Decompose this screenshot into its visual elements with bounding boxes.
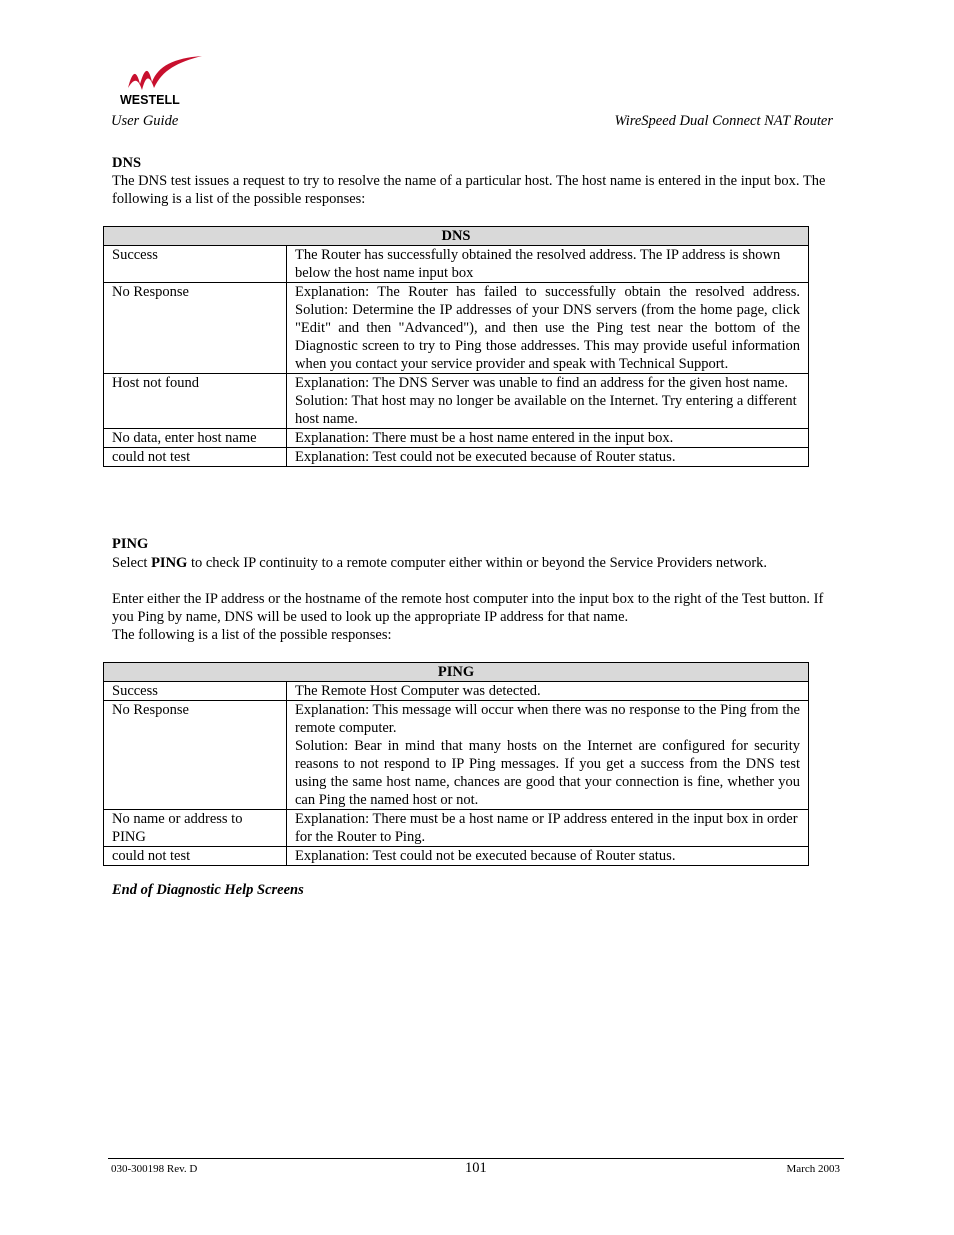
table-row: [104, 246, 809, 283]
ping-keyword: PING: [151, 555, 188, 571]
response-solution: Solution: That host may no longer be available on the Internet. Try entering a different host name.: [295, 393, 797, 427]
table-row: [104, 682, 809, 701]
dns-intro: The DNS test issues a request to try to resolve the name of a particular host. The host name is entered in the input box. The following is a list of the possible responses:: [112, 173, 826, 207]
footer-divider: [108, 1158, 844, 1159]
response-description: The Router has successfully obtained the resolved address. The IP address is shown below the host name input box: [287, 246, 809, 283]
table-row: [104, 701, 809, 810]
table-header-row: [104, 227, 809, 246]
response-description: The Remote Host Computer was detected.: [287, 682, 809, 701]
end-of-section-note: End of Diagnostic Help Screens: [112, 882, 304, 898]
response-label: Host not found: [104, 374, 287, 429]
response-explanation: Explanation: The DNS Server was unable to find an address for the given host name.: [295, 375, 789, 391]
header-doc-type: User Guide: [111, 113, 179, 129]
footer-date: March 2003: [786, 1163, 840, 1175]
ping-instructions: Enter either the IP address or the hostname of the remote host computer into the input box to the right of the Test button. If you Ping by name, DNS will be used to look up the appropriate IP address for that name.: [112, 591, 824, 625]
page-number: 101: [465, 1160, 487, 1176]
response-description: [287, 701, 809, 810]
response-label: Success: [104, 246, 287, 283]
response-solution: Solution: Bear in mind that many hosts on the Internet are configured for security reasons to not respond to IP Ping messages. If you get a success from the DNS test using the same host name, chances are good that your connection is fine, whether you can Ping the named host or not.: [295, 738, 800, 808]
ping-intro: Select PING to check IP continuity to a remote computer either within or beyond the Service Providers network.: [112, 555, 768, 571]
response-label: No data, enter host name: [104, 429, 287, 448]
response-description: Explanation: There must be a host name or IP address entered in the input box in order for the Router to Ping.: [287, 810, 809, 847]
response-label: could not test: [104, 448, 287, 467]
response-label: No Response: [104, 701, 287, 810]
table-header-row: [104, 663, 809, 682]
logo-wordmark: WESTELL: [120, 93, 180, 106]
table-row: [104, 810, 809, 847]
ping-response-table: [103, 662, 809, 866]
header-product-name: WireSpeed Dual Connect NAT Router: [614, 113, 833, 129]
response-label: No Response: [104, 283, 287, 374]
table-row: [104, 448, 809, 467]
ping-heading: PING: [112, 536, 149, 552]
westell-logo: [118, 54, 202, 106]
response-description: [287, 374, 809, 429]
response-description: Explanation: There must be a host name entered in the input box.: [287, 429, 809, 448]
ping-responses-intro: The following is a list of the possible responses:: [112, 627, 392, 643]
response-explanation: Explanation: This message will occur when there was no response to the Ping from the remote computer.: [295, 702, 800, 736]
table-row: [104, 283, 809, 374]
response-label: could not test: [104, 847, 287, 866]
dns-response-table: [103, 226, 809, 467]
response-label: No name or address to PING: [104, 810, 287, 847]
response-description: Explanation: Test could not be executed because of Router status.: [287, 448, 809, 467]
dns-table-title: DNS: [104, 227, 809, 246]
table-row: [104, 374, 809, 429]
response-description: Explanation: Test could not be executed because of Router status.: [287, 847, 809, 866]
dns-heading: DNS: [112, 155, 142, 171]
footer-doc-number: 030-300198 Rev. D: [111, 1163, 198, 1175]
response-description: Explanation: The Router has failed to successfully obtain the resolved address. Solution: Determine the IP addresses of your DNS servers (from the home page, click "Edit" and then "Advanced"), and then use the Ping test near the bottom of the Diagnostic screen to try to Ping those addresses. This may provide useful information when you contact your service provider and speak with Technical Support.: [287, 283, 809, 374]
table-row: [104, 429, 809, 448]
response-label: Success: [104, 682, 287, 701]
table-row: [104, 847, 809, 866]
ping-table-title: PING: [104, 663, 809, 682]
